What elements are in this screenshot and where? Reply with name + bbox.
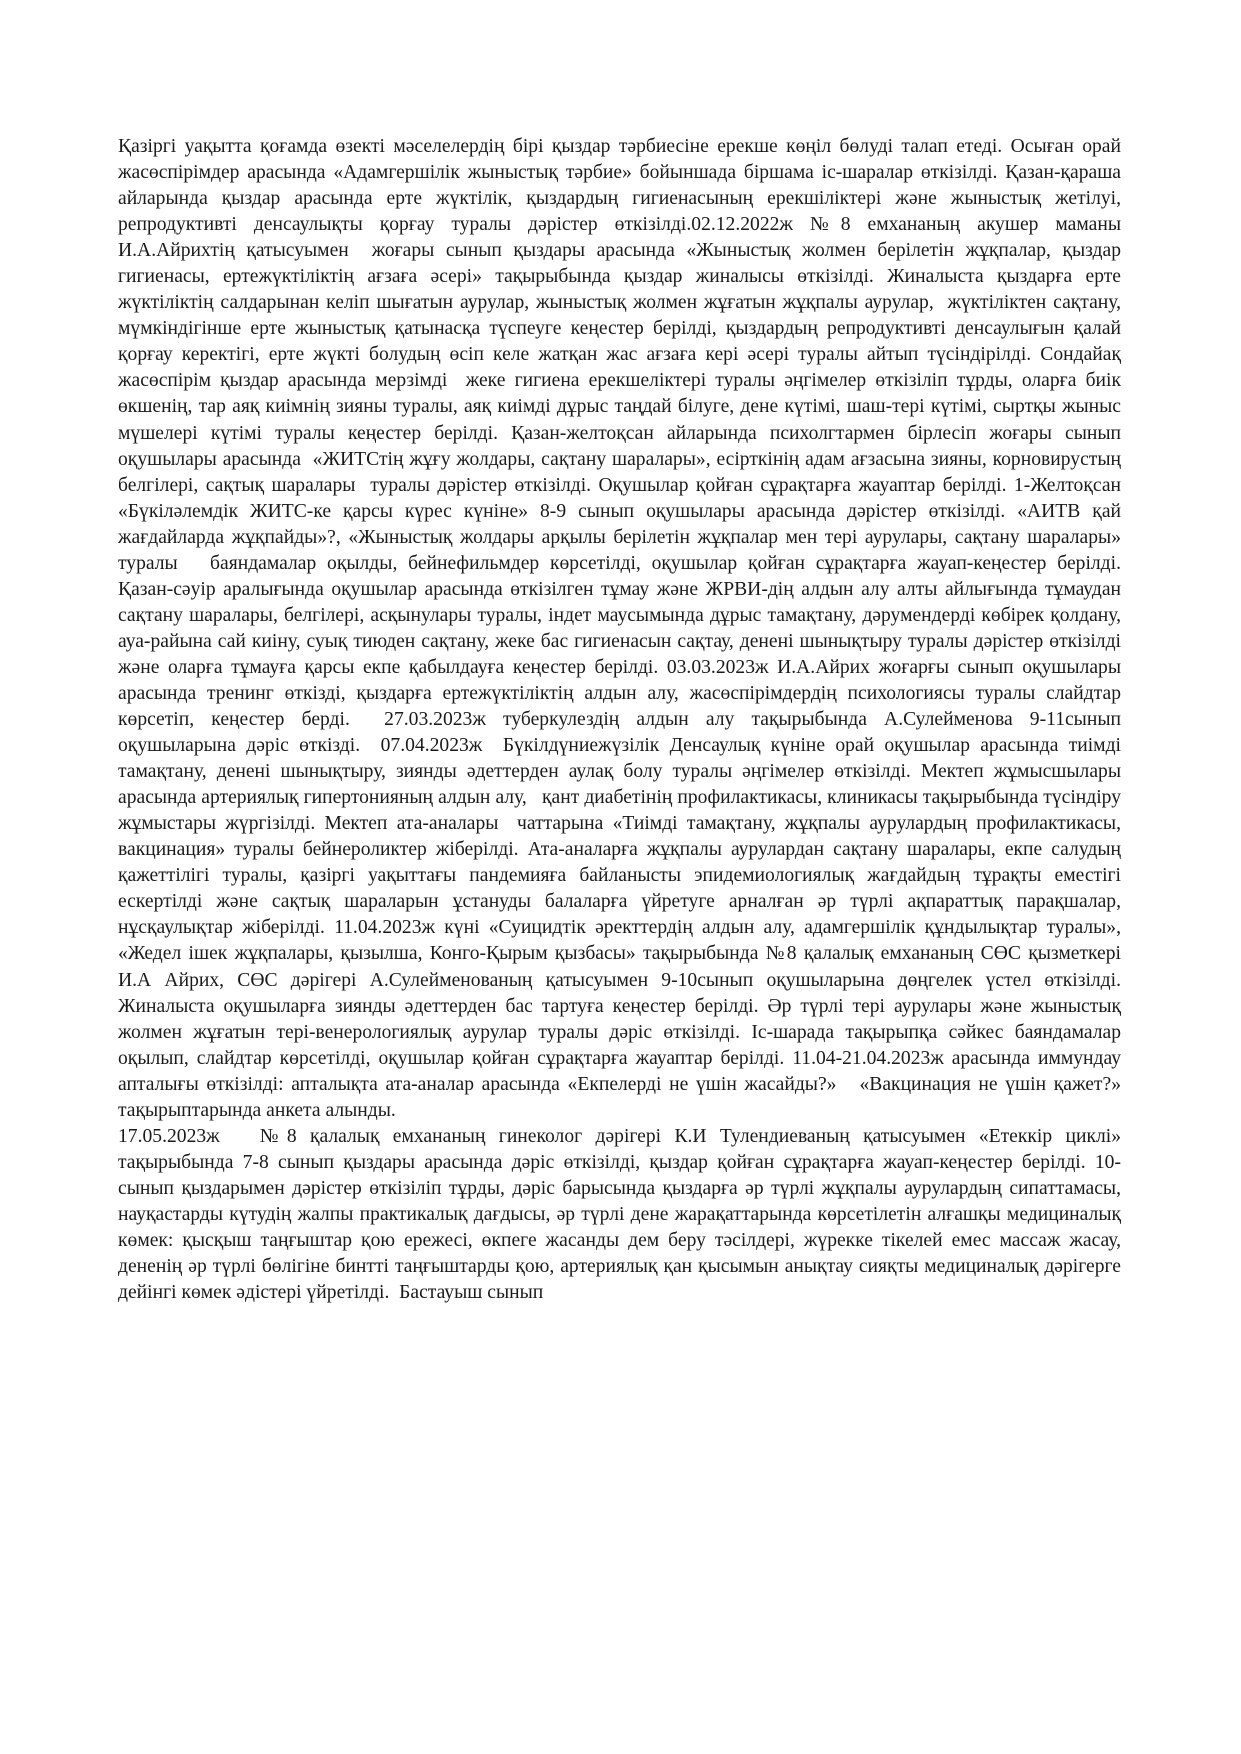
paragraph-gynecologist-lecture: 17.05.2023ж №8 қалалық емхананың гинеколог дәрігері К.И Тулендиеваның қатысуымен «Етеккір циклі» тақырыбында 7-8 сынып қыздары арасында дәріс өткізілді, қыздар қойған сұрақтарға жауап-кеңестер берілді. 10-сынып қыздарымен дәрістер өткізіліп тұрды, дәріс барысында қыздарға әр түрлі жұқпалы аурулардың сипаттамасы, науқастарды күтудің жалпы практикалық дағдысы, әр түрлі дене жарақаттарында көрсетілетін алғашқы медициналық көмек: қысқыш таңғыштар қою ережесі, өкпеге жасанды дем беру тәсілдері, жүрекке тікелей емес массаж жасау, дененің әр түрлі бөлігіне бинтті таңғыштарды қою, артериялық қан қысымын анықтау сияқты медициналық дәрігерге дейінгі көмек әдістері үйретілді. Бастауыш сынып	[118, 1125, 1126, 1304]
paragraph-hygiene-education: Қазіргі уақытта қоғамда өзекті мәселелердің бірі қыздар тәрбиесіне ерекше көңіл бөлуді талап етеді. Осыған орай жасөспірімдер арасында «Адамгершілік жыныстық тәрбие» бойыншада біршама іс-шаралар өткізілді. Қазан-қараша айларында қыздар арасында ерте жүктілік, қыздардың гигиенасының ерекшіліктері және жыныстық жетілуі, репродуктивті денсаулықты қорғау туралы дәрістер өткізілді.02.12.2022ж №8 емхананың акушер маманы И.А.Айрихтің қатысуымен жоғары сынып қыздары арасында «Жыныстық жолмен берілетін жұқпалар, қыздар гигиенасы, ертежүктіліктің ағзаға әсері» тақырыбында қыздар жиналысы өткізілді. Жиналыста қыздарға ерте жүктіліктің салдарынан келіп шығатын аурулар, жыныстық жолмен жұғатын жұқпалы аурулар, жүктіліктен сақтану, мүмкіндігінше ерте жыныстық қатынасқа түспеуге кеңестер берілді, қыздардың репродуктивті денсаулығын қалай қорғау керектігі, ерте жүкті болудың өсіп келе жатқан жас ағзаға кері әсері туралы айтып түсіндірілді. Сондайақ жасөспірім қыздар арасында мерзімді жеке гигиена ерекшеліктері туралы әңгімелер өткізіліп тұрды, оларға биік өкшенің, тар аяқ киімнің зияны туралы, аяқ киімді дұрыс таңдай білуге, дене күтімі, шаш-тері күтімі, сыртқы жыныс мүшелері күтімі туралы кеңестер берілді. Қазан-желтоқсан айларында психолгтармен бірлесіп жоғары сынып оқушылары арасында «ЖИТСтің жұғу жолдары, сақтану шаралары», есірткінің адам ағзасына зияны, корновирустың белгілері, сақтық шаралары туралы дәрістер өткізілді. Оқушылар қойған сұрақтарға жауаптар берілді. 1-Желтоқсан «Бүкіләлемдік ЖИТС-ке қарсы күрес күніне» 8-9 сынып оқушылары арасында дәрістер өткізілді. «АИТВ қай жағдайларда жұқпайды»?, «Жыныстық жолдары арқылы берілетін жұқпалар мен тері аурулары, сақтану шаралары» туралы баяндамалар оқылды, бейнефильмдер көрсетілді, оқушылар қойған сұрақтарға жауап-кеңестер берілді. Қазан-сәуір аралығында оқушылар арасында өткізілген тұмау және ЖРВИ-дің алдын алу алты айлығында тұмаудан сақтану шаралары, белгілері, асқынулары туралы, індет маусымында дұрыс тамақтану, дәрумендерді көбірек қолдану, ауа-райына сай киіну, суық тиюден сақтану, жеке бас гигиенасын сақтау, денені шынықтыру туралы дәрістер өткізілді және оларға тұмауға қарсы екпе қабылдауға кеңестер берілді. 03.03.2023ж И.А.Айрих жоғарғы сынып оқушылары арасында тренинг өткізді, қыздарға ертежүктіліктің алдын алу, жасөспірімдердің психологиясы туралы слайдтар көрсетіп, кеңестер берді. 27.03.2023ж туберкулездің алдын алу тақырыбында А.Сулейменова 9-11сынып оқушыларына дәріс өткізді. 07.04.2023ж Бүкілдүниежүзілік Денсаулық күніне орай оқушылар арасында тиімді тамақтану, денені шынықтыру, зиянды әдеттерден аулақ болу туралы әңгімелер өткізілді. Мектеп жұмысшылары арасында артериялық гипертонияның алдын алу, қант диабетінің профилактикасы, клиникасы тақырыбында түсіндіру жұмыстары жүргізілді. Мектеп ата-аналары чаттарына «Тиімді тамақтану, жұқпалы аурулардың профилактикасы, вакцинация» туралы бейнероликтер жіберілді. Ата-аналарға жұқпалы аурулардан сақтану шаралары, екпе салудың қажеттілігі туралы, қазіргі уақыттағы пандемияға байланысты эпидемиологиялық жағдайдың тұрақты еместігі ескертілді және сақтық шараларын ұстануды балаларға үйретуге арналған әр түрлі ақпараттық парақшалар, нұсқаулықтар жіберілді. 11.04.2023ж күні «Суицидтік әректтердің алдын алу, адамгершілік құндылықтар туралы», «Жедел ішек жұқпалары, қызылша, Конго-Қырым қызбасы» тақырыбында №8 қалалық емхананың СӨС қызметкері И.А Айрих, СӨС дәрігері А.Сулейменованың қатысуымен 9-10сынып оқушыларына дөңгелек үстел өткізілді. Жиналыста оқушыларға зиянды әдеттерден бас тартуға кеңестер берілді. Әр түрлі тері аурулары және жыныстық жолмен жұғатын тері-венерологиялық аурулар туралы дәріс өткізілді. Іс-шарада тақырыпқа сәйкес баяндамалар оқылып, слайдтар көрсетілді, оқушылар қойған сұрақтарға жауаптар берілді. 11.04-21.04.2023ж арасында иммундау апталығы өткізілді: апталықта ата-аналар арасында «Екпелерді не үшін жасайды?» «Вакцинация не үшін қажет?» тақырыптарында анкета алынды.	[118, 136, 1210, 1121]
document-body	[118, 134, 1210, 1306]
